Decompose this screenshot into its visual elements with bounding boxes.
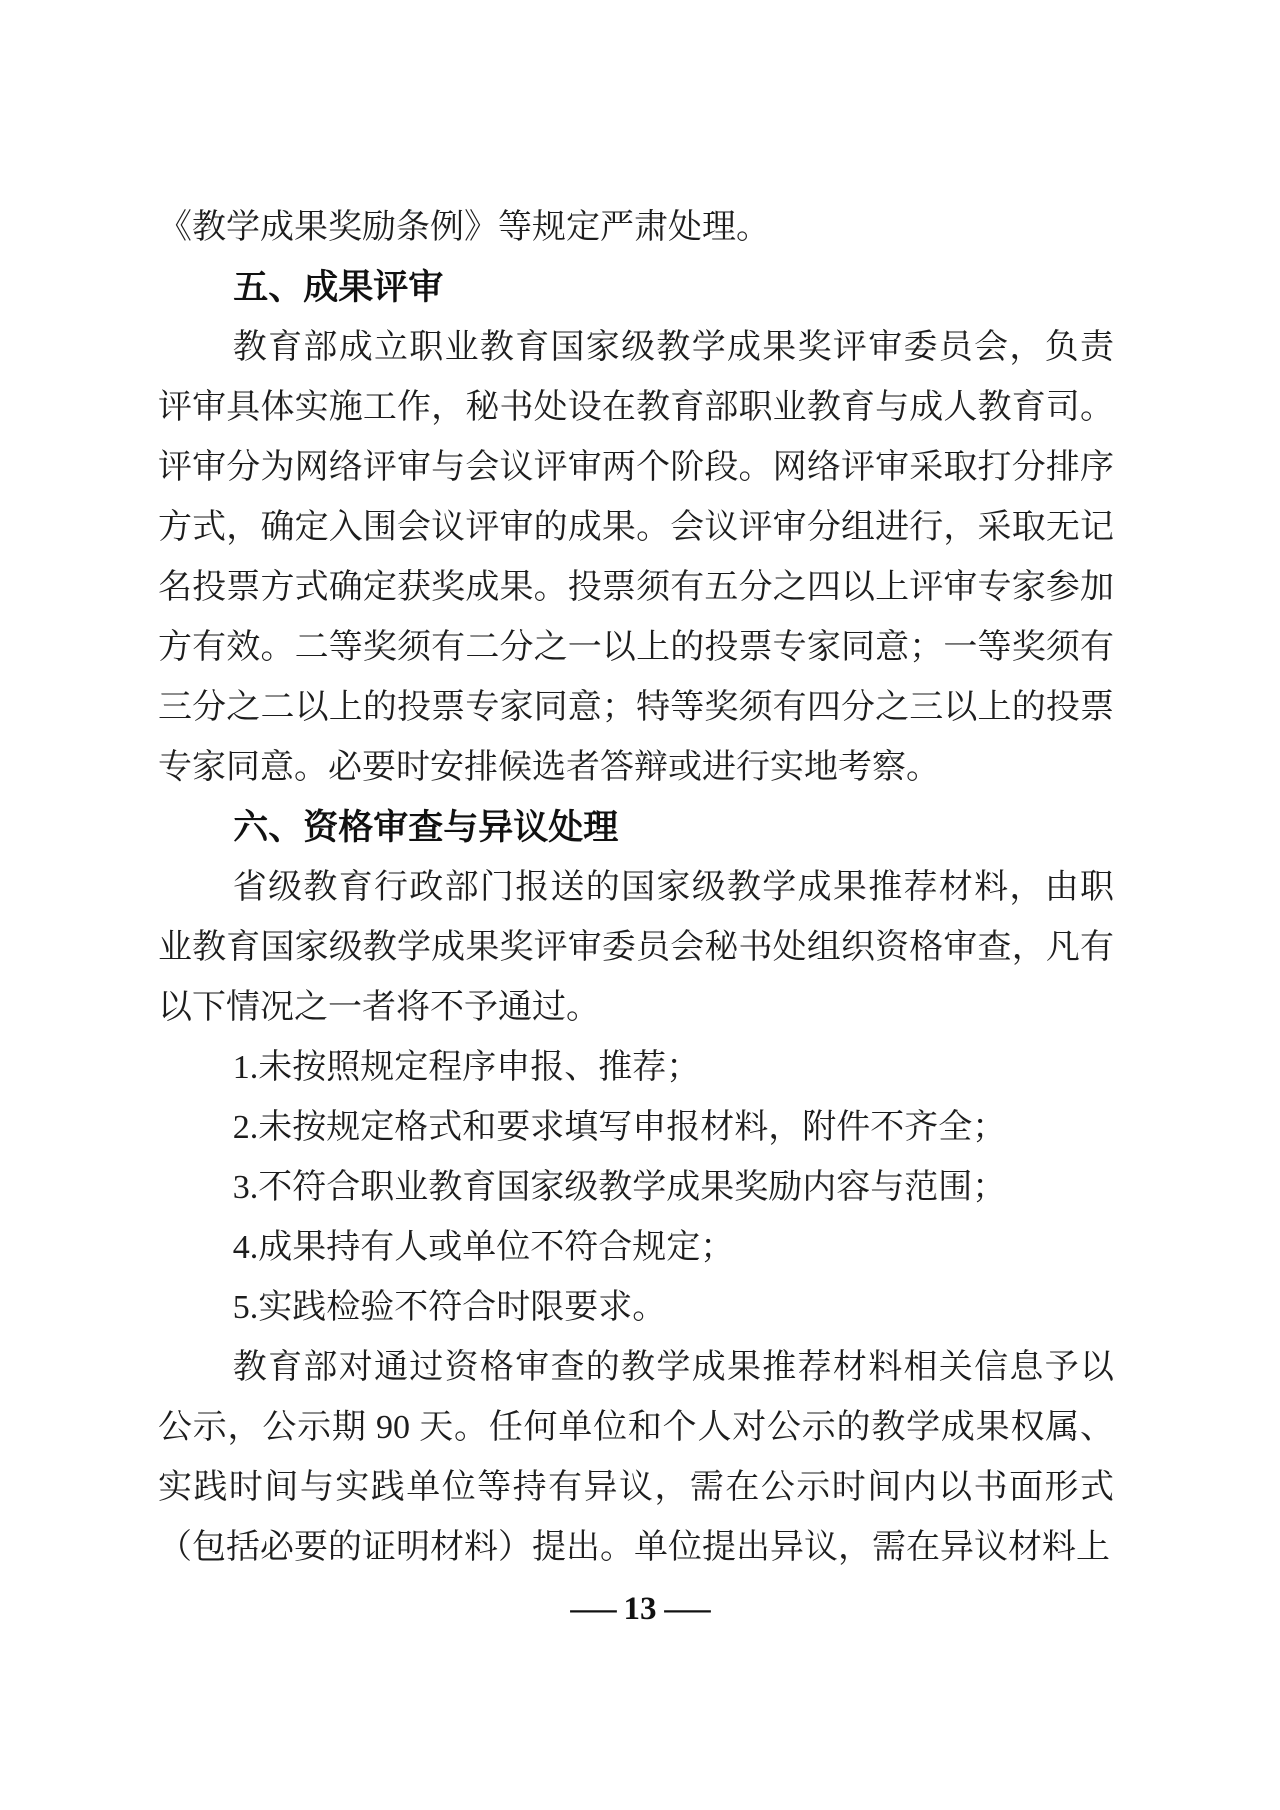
list-item-5: 5.实践检验不符合时限要求。 [232, 1289, 667, 1326]
section-heading-six-qualification-objection: 六、资格审查与异议处理 [233, 808, 619, 847]
paragraph-qualification-review: 省级教育行政部门报送的国家级教学成果推荐材料，由职业教育国家级教学成果奖评审委员会秘书处组织资格审查，凡有以下情况之一者将不予通过。 [158, 869, 1114, 1026]
footer-left-dash: — [569, 1591, 617, 1627]
footer-right-dash: — [663, 1591, 711, 1627]
page-footer [0, 1586, 1280, 1632]
list-item-4: 4.成果持有人或单位不符合规定； [232, 1229, 735, 1266]
list-item-3: 3.不符合职业教育国家级教学成果奖励内容与范围； [232, 1169, 1007, 1206]
paragraph-publicity-objection: 教育部对通过资格审查的教学成果推荐材料相关信息予以公示，公示期 90 天。任何单位和个人对公示的教学成果权属、实践时间与实践单位等持有异议，需在公示时间内以书面形式（包括必要的证明材料）提出。单位提出异议，需在异议材料上 [158, 1349, 1114, 1566]
paragraph-continuation-text: 《教学成果奖励条例》等规定严肃处理。 [158, 209, 770, 246]
list-item-2: 2.未按规定格式和要求填写申报材料，附件不齐全； [232, 1109, 1007, 1146]
paragraph-results-review: 教育部成立职业教育国家级教学成果奖评审委员会，负责评审具体实施工作，秘书处设在教育部职业教育与成人教育司。评审分为网络评审与会议评审两个阶段。网络评审采取打分排序方式，确定入围会议评审的成果。会议评审分组进行，采取无记名投票方式确定获奖成果。投票须有五分之四以上评审专家参加方有效。二等奖须有二分之一以上的投票专家同意；一等奖须有三分之二以上的投票专家同意；特等奖须有四分之三以上的投票专家同意。必要时安排候选者答辩或进行实地考察。 [158, 329, 1114, 786]
page-content [158, 198, 1114, 1578]
footer-page-number: 13 [623, 1591, 657, 1627]
section-heading-five-results-review: 五、成果评审 [233, 268, 444, 307]
list-item-1: 1.未按照规定程序申报、推荐； [232, 1049, 701, 1086]
